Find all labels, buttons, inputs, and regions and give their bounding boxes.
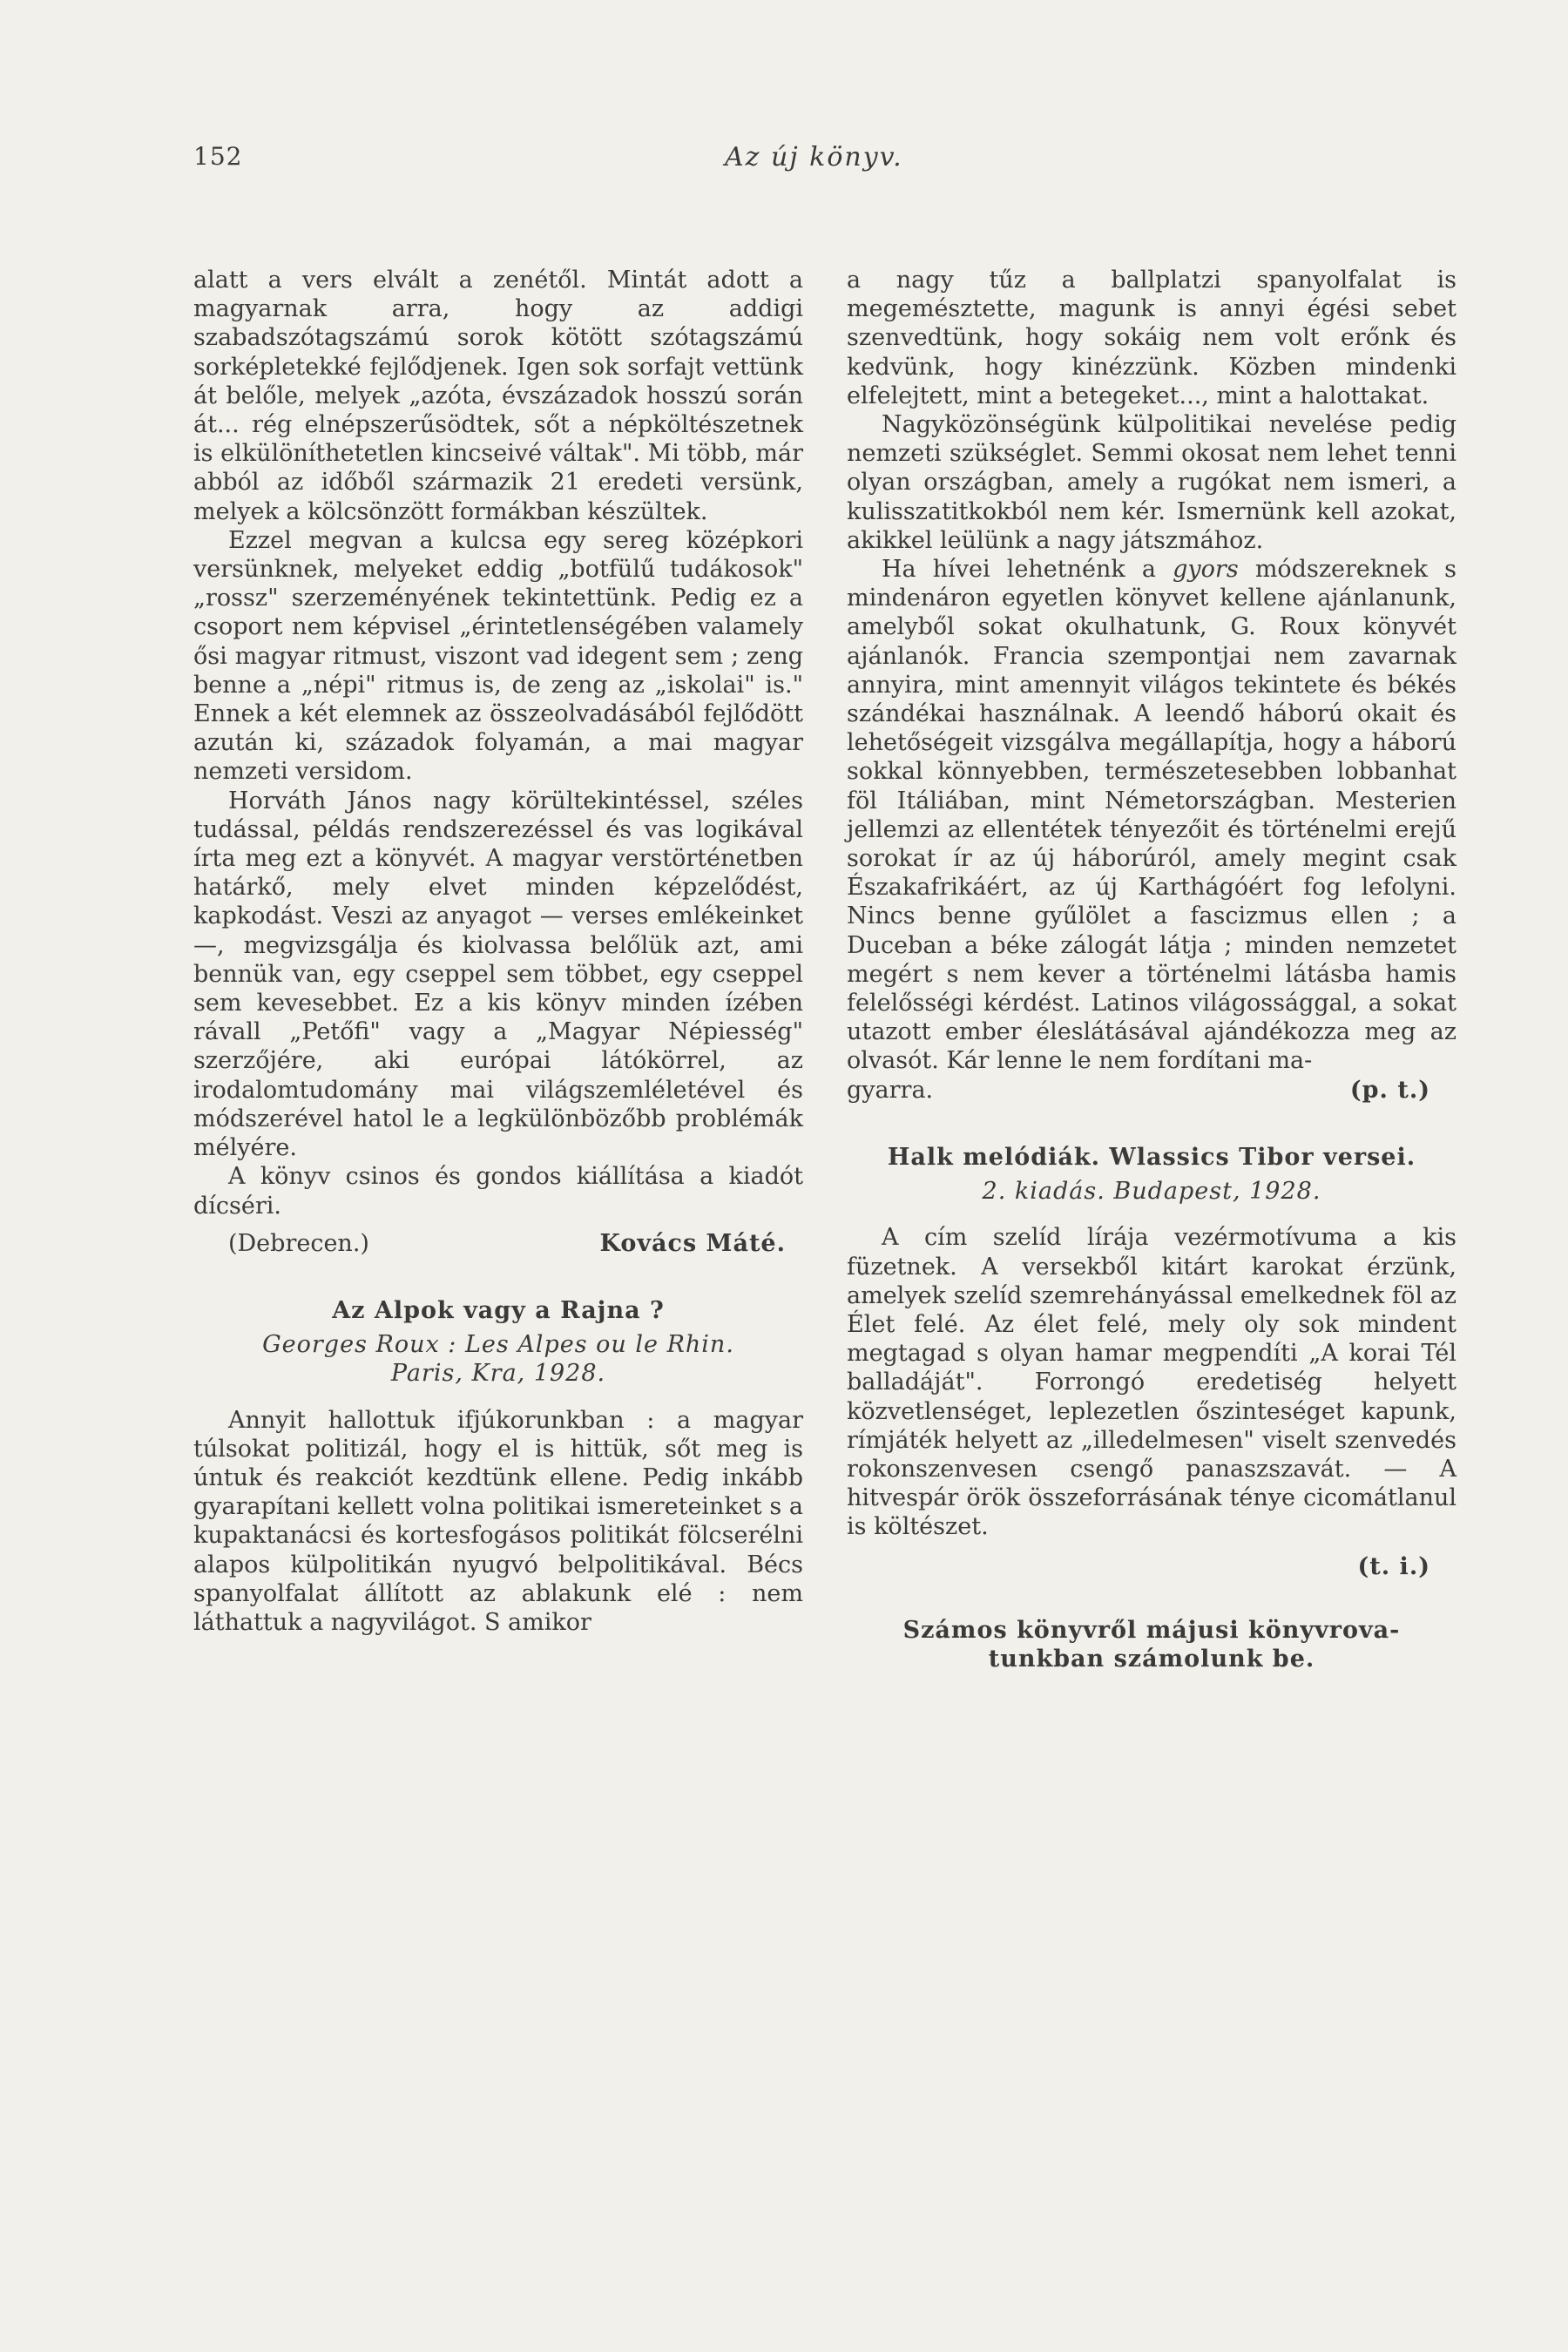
signature-pt: (p. t.) [1349, 1076, 1430, 1104]
closing-note-line-2: tunkban számolunk be. [988, 1645, 1315, 1673]
left-paragraph-2: Ezzel megvan a kulcsa egy sereg középkori versünknek, melyeket eddig „botfülű tudákosok" „rossz" szerzeményének tekintettünk. Pedig ez a csoport nem képvisel „érintetlenségében valamely ősi magyar ritmust, viszont vad idegent sem ; zeng benne a „népi" ritmus is, de zeng az „iskolai" is." Ennek a két elemnek az összeolvadásából fejlődött azután ki, századok folyamán, a mai magyar nemzeti versidom. [193, 526, 803, 786]
page-header [193, 142, 943, 177]
right-paragraph-3 [847, 555, 1456, 1076]
closing-note-line-1: Számos könyvről májusi könyvrova- [902, 1616, 1401, 1644]
right-paragraph-3-start: Ha hívei lehetnénk a [882, 556, 1173, 584]
left-paragraph-3: Horváth János nagy körültekintéssel, széles tudással, példás rendszerezéssel és vas logikával írta meg ezt a könyvét. A magyar verstörténetben határkő, mely elvet minden képzelődést, kapkodást. Veszi az anyagot — verses emlékeinket —, megvizsgálja és kiolvassa belőlük azt, ami bennük van, egy cseppel sem többet, egy cseppel sem kevesebbet. Ez a kis könyv minden ízében rávall „Petőfi" vagy a „Magyar Népiesség" szerzőjére, aki európai látókörrel, az irodalomtudomány mai világszemléletével és módszerével hatol le a legkülönbözőbb problémák mélyére. [193, 787, 803, 1162]
review-source-alpok [193, 1330, 803, 1388]
left-paragraph-4: A könyv csinos és gondos kiállítása a kiadót dícséri. [193, 1163, 803, 1220]
closing-note [847, 1616, 1456, 1673]
review-source-line-2: Paris, Kra, 1928. [390, 1360, 606, 1388]
review-title-halk: Halk melódiák. Wlassics Tibor versei. [887, 1143, 1416, 1171]
right-column [847, 266, 1456, 1673]
signature-ti: (t. i.) [1357, 1552, 1430, 1580]
running-title: Az új könyv. [725, 142, 903, 172]
left-paragraph-1: alatt a vers elvált a zenétől. Mintát adott a magyarnak arra, hogy az addigi szabadszótagszámú sorok kötött szótagszámú sorképletekké fejlődjenek. Igen sok sorfajt vettünk át belőle, melyek „azóta, évszázadok hosszú során át... rég elnépszerűsödtek, sőt a népköltészetnek is elkülöníthetetlen kincseivé váltak". Mi több, már abból az időből származik 21 eredeti versünk, melyek a kölcsönzött formákban készültek. [193, 267, 803, 525]
right-paragraph-2: Nagyközönségünk külpolitikai nevelése pedig nemzeti szükséglet. Semmi okosat nem lehet tenni olyan országban, amely a rugókat nem ismeri, a kulisszatitkokból nem kér. Ismernünk kell azokat, akikkel leülünk a nagy játszmához. [847, 411, 1456, 554]
left-paragraph-5: Annyit hallottuk ifjúkorunkban : a magyar túlsokat politizál, hogy el is hittük, sőt meg is úntuk és reakciót kezdtünk ellene. Pedig inkább gyarapítani kellett volna politikai ismereteinket s a kupaktanácsi és kortesfogásos politikát fölcserélni alapos külpolitikán nyugvó belpolitikával. Bécs spanyolfalat állított az ablakunk elé : nem láthattuk a nagyvilágot. S amikor [193, 1406, 803, 1636]
left-column [193, 266, 803, 1637]
review-signature-kovacs [193, 1229, 803, 1258]
right-paragraph-4: A cím szelíd lírája vezérmotívuma a kis füzetnek. A versekből kitárt karokat érzünk, amelyek szelíd szemrehányással emelkednek föl az Élet felé. Az élet felé, mely oly sok mindent megtagad s olyan hamar megpendíti „A korai Tél balladáját". Forrongó eredetiség helyett közvetlenséget, leplezetlen őszinteséget kapunk, rímjáték helyett az „illedelmesen" viselt szenvedés rokonszenvesen csengő panaszszavát. — A hitvespár örök összeforrásának ténye cicomátlanul is költészet. [847, 1224, 1456, 1541]
signature-name: Kovács Máté. [599, 1229, 786, 1257]
paragraph-end-with-signature [847, 1076, 1456, 1105]
right-paragraph-3-body: módszereknek s mindenáron egyetlen könyvet kellene ajánlanunk, amelyből sokat okulhatunk, G. Roux könyvét ajánlanók. Francia szempontjai nem zavarnak annyira, mint amennyit világos tekintete és békés szándékai használnak. A leendő háború okait és lehetőségeit vizsgálva megállapítja, hogy a háború sokkal könnyebben, természetesebben lobbanhat föl Itáliában, mint Németországban. Mesterien jellemzi az ellentétek tényezőit és történelmi erejű sorokat ír az új háborúról, amely megint csak Északafrikáért, az új Karthágóért fog lefolyni. Nincs benne gyűlölet a fascizmus ellen ; a Duceban a béke zálogát látja ; minden nemzetet megért s nem kever a történelmi látásba hamis felelősségi kérdést. Latinos világossággal, a sokat utazott ember éleslátásával ajándékozza meg az olvasót. Kár lenne le nem fordítani ma- [847, 556, 1456, 1075]
signature-place: (Debrecen.) [228, 1229, 369, 1257]
signature-line-ti [847, 1552, 1456, 1581]
right-paragraph-3-last: gyarra. [847, 1076, 934, 1104]
review-title-alpok: Az Alpok vagy a Rajna ? [332, 1296, 665, 1324]
italic-word-gyors: gyors [1173, 556, 1239, 584]
review-source-halk: 2. kiadás. Budapest, 1928. [982, 1178, 1321, 1206]
page-number: 152 [193, 142, 243, 171]
review-source-line-1: Georges Roux : Les Alpes ou le Rhin. [262, 1331, 734, 1359]
right-paragraph-1: a nagy tűz a ballplatzi spanyolfalat is megemésztette, magunk is annyi égési sebet szenvedtünk, hogy sokáig nem volt erőnk és kedvünk, hogy kinézzünk. Közben mindenki elfelejtett, mint a betegeket..., mint a halottakat. [847, 267, 1456, 409]
